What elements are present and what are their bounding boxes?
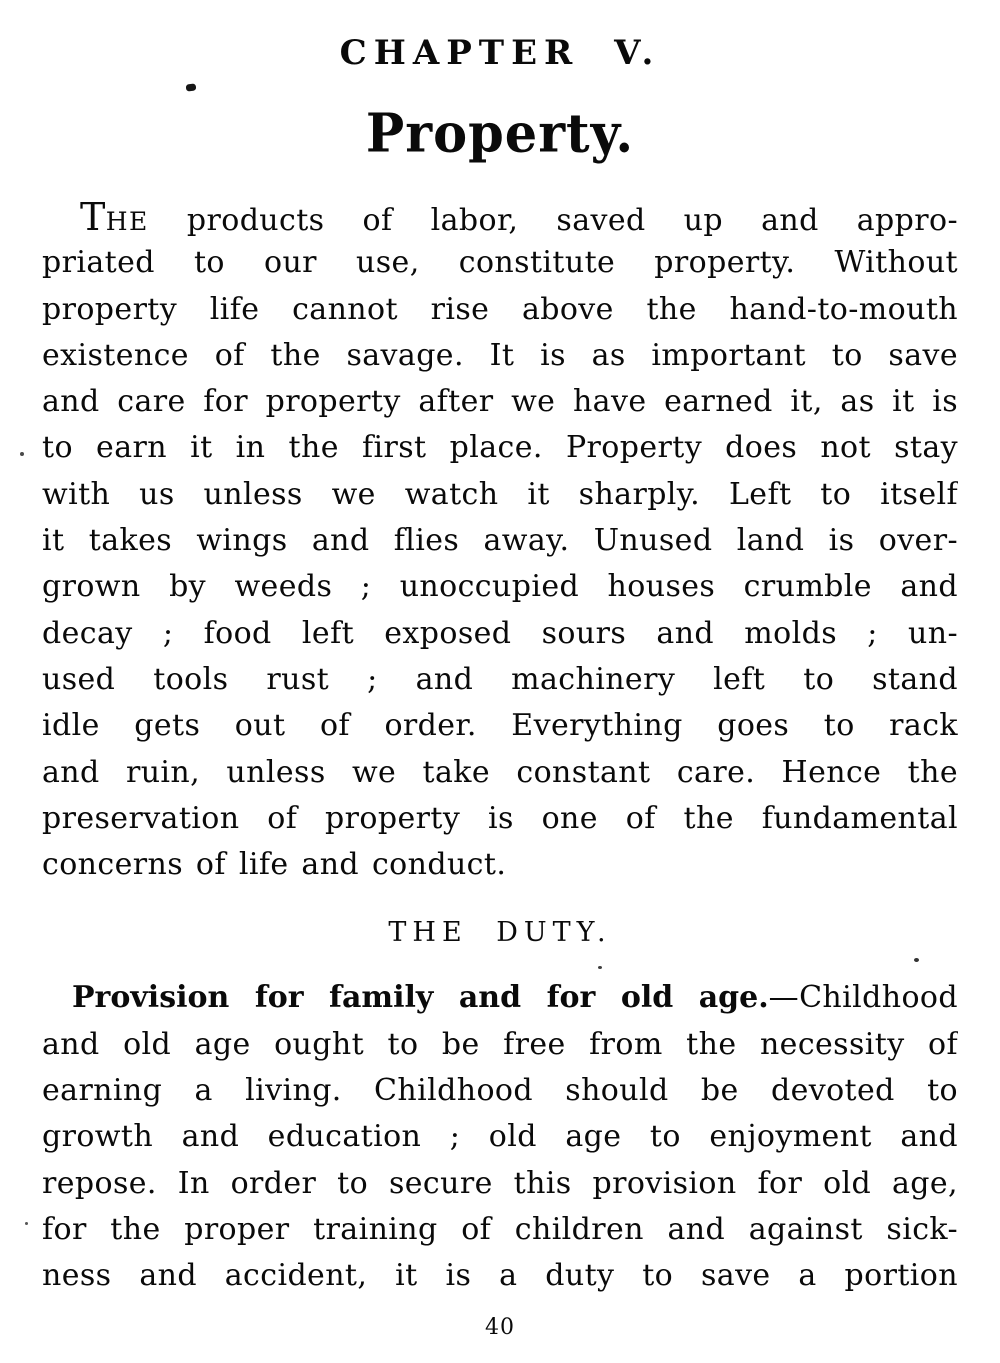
text-line bbox=[42, 975, 958, 1021]
text-line: idle gets out of order. Everything goes to rack bbox=[42, 708, 958, 744]
ink-speck bbox=[186, 83, 197, 91]
chapter-title: Property. bbox=[365, 102, 635, 166]
text-line: grown by weeds ; unoccupied houses crumble and bbox=[42, 569, 958, 605]
text-line: property life cannot rise above the hand-to-mouth bbox=[42, 291, 958, 327]
ink-speck bbox=[914, 958, 919, 962]
chapter-heading: CHAPTER V. bbox=[339, 33, 661, 73]
page-number: 40 bbox=[485, 1314, 515, 1340]
ink-speck bbox=[25, 1222, 28, 1225]
text-run: products of labor, saved up and appro- bbox=[148, 203, 958, 238]
paragraph-one bbox=[42, 194, 958, 888]
text-line: ness and accident, it is a duty to save a portion bbox=[42, 1258, 958, 1294]
text-line: and ruin, unless we take constant care. Hence the bbox=[42, 754, 958, 790]
text-line: concerns of life and conduct. bbox=[42, 847, 507, 883]
small-caps-run: HE bbox=[105, 207, 149, 236]
text-line: decay ; food left exposed sours and molds ; un- bbox=[42, 615, 958, 651]
text-line: growth and education ; old age to enjoyment and bbox=[42, 1119, 958, 1155]
text-line: it takes wings and flies away. Unused land is over- bbox=[42, 523, 958, 559]
text-line: existence of the savage. It is as important to save bbox=[42, 337, 958, 373]
text-line: for the proper training of children and against sick- bbox=[42, 1211, 958, 1247]
text-line: repose. In order to secure this provision for old age, bbox=[42, 1165, 958, 1201]
ink-speck bbox=[20, 452, 24, 456]
text-line: to earn it in the first place. Property does not stay bbox=[42, 430, 958, 466]
text-line: earning a living. Childhood should be devoted to bbox=[42, 1073, 958, 1109]
text-line: and old age ought to be free from the necessity of bbox=[42, 1026, 958, 1062]
section-heading: THE DUTY. bbox=[388, 917, 612, 949]
text-line: and care for property after we have earned it, as it is bbox=[42, 384, 958, 420]
drop-initial: T bbox=[80, 195, 106, 239]
text-line: with us unless we watch it sharply. Left to itself bbox=[42, 476, 958, 512]
text-line: used tools rust ; and machinery left to stand bbox=[42, 661, 958, 697]
text-line: priated to our use, constitute property. Without bbox=[42, 245, 958, 281]
ink-speck bbox=[598, 966, 602, 969]
paragraph-two bbox=[42, 975, 958, 1299]
text-run: —Childhood bbox=[768, 980, 958, 1016]
text-line: preservation of property is one of the fundamental bbox=[42, 800, 958, 836]
lead-phrase-bold: Provision for family and for old age. bbox=[72, 980, 769, 1016]
text-line bbox=[42, 194, 958, 240]
